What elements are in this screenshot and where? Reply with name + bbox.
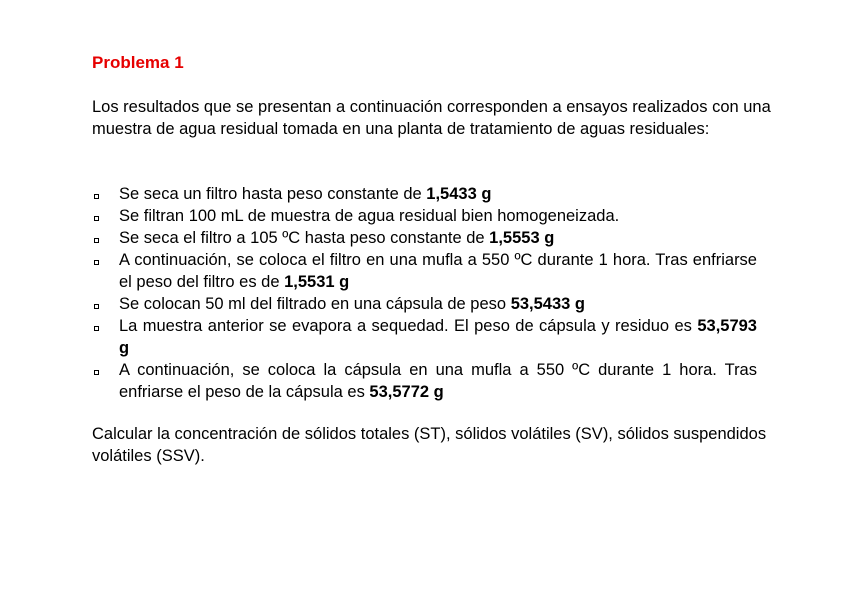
list-item [92,227,757,249]
square-bullet-icon [94,216,99,221]
step-value: 1,5433 g [426,185,492,203]
square-bullet-icon [94,238,99,243]
step-value: 1,5553 g [489,229,555,247]
step-text: Se colocan 50 ml del filtrado en una cápsula de peso [119,295,511,313]
intro-paragraph: Los resultados que se presentan a continuación corresponden a ensayos realizados con una muestra de agua residual tomada en una planta de tratamiento de aguas residuales: [92,98,771,138]
list-item [92,249,757,293]
list-item [92,205,757,227]
list-item [92,315,757,359]
step-text: Se filtran 100 mL de muestra de agua residual bien homogeneizada. [119,207,620,225]
square-bullet-icon [94,326,99,331]
step-text: Se seca un filtro hasta peso constante de [119,185,427,203]
step-value: 1,5531 g [284,273,350,291]
question-paragraph: Calcular la concentración de sólidos totales (ST), sólidos volátiles (SV), sólidos suspendidos volátiles (SSV). [92,425,767,465]
step-text: A continuación, se coloca la cápsula en una mufla a 550 ºC durante 1 hora. Tras enfriarse el peso de la cápsula es [119,361,757,401]
list-item [92,293,757,315]
procedure-list [92,183,757,403]
problem-title: Problema 1 [92,53,184,72]
step-value: 53,5772 g [369,383,444,401]
list-item [92,359,757,403]
step-value: 53,5433 g [510,295,585,313]
step-value: 53,5793 g [119,317,757,357]
list-item [92,183,757,205]
square-bullet-icon [94,260,99,265]
square-bullet-icon [94,304,99,309]
square-bullet-icon [94,370,99,375]
step-text: Se seca el filtro a 105 ºC hasta peso constante de [119,229,490,247]
step-text: La muestra anterior se evapora a sequedad. El peso de cápsula y residuo es [119,317,698,335]
square-bullet-icon [94,194,99,199]
step-text: A continuación, se coloca el filtro en una mufla a 550 ºC durante 1 hora. Tras enfriarse el peso del filtro es de [119,251,757,291]
